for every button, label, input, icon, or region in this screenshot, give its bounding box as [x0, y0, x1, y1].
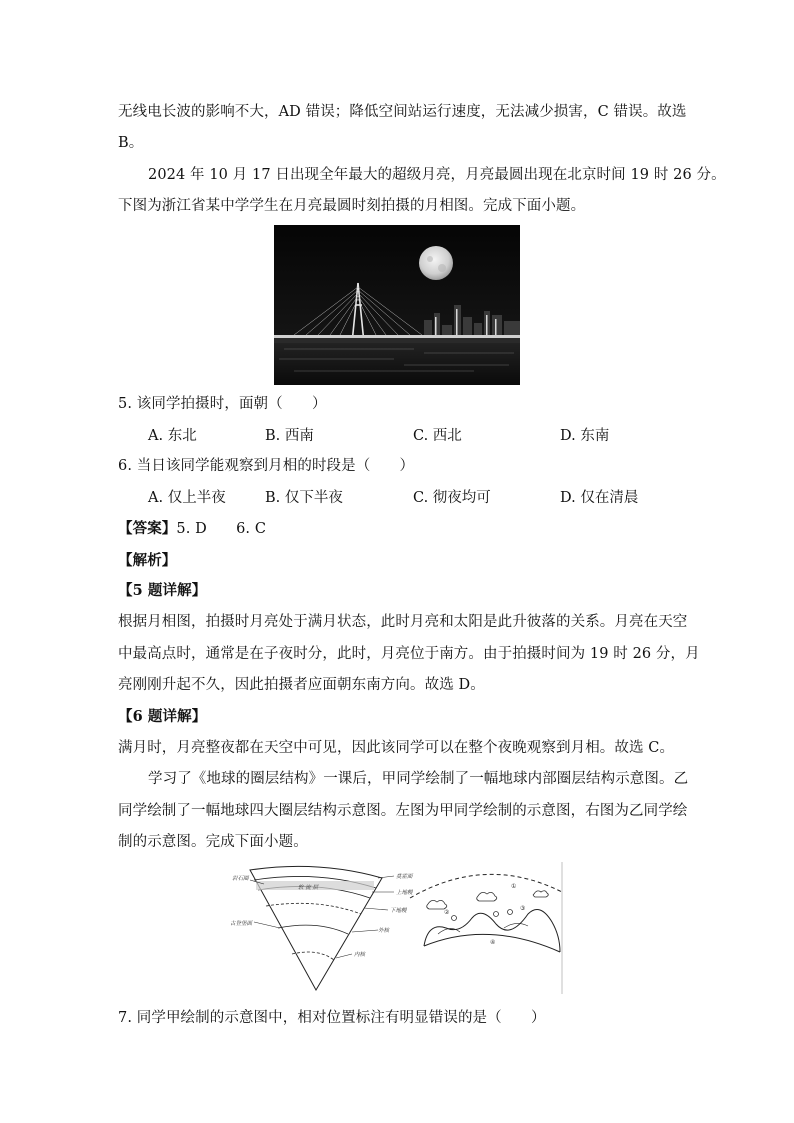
four-spheres-diagram	[410, 862, 562, 994]
paragraph-line: 同学绘制了一幅地球四大圈层结构示意图。左图为甲同学绘制的示意图，右图为乙同学绘	[118, 803, 688, 819]
q5-detail-line: 中最高点时，通常是在子夜时分，此时，月亮位于南方。由于拍摄时间为 19 时 26 分，月	[118, 646, 700, 662]
q6-option-c: C. 彻夜均可	[413, 490, 491, 506]
label-right-3: 下地幔	[390, 908, 407, 914]
answer-label: 【答案】	[118, 520, 177, 537]
earth-layers-figure	[228, 862, 566, 994]
q5-option-c: C. 西北	[413, 428, 462, 444]
q6-option-a: A. 仅上半夜	[148, 490, 226, 506]
q5-detail-label: 【5 题详解】	[118, 582, 207, 599]
label-top-left: 岩石圈	[232, 876, 249, 882]
paragraph-line: 2024 年 10 月 17 日出现全年最大的超级月亮，月亮最圆出现在北京时间 19 时 26 分。	[148, 167, 726, 183]
question-7-stem: 7. 同学甲绘制的示意图中，相对位置标注有明显错误的是（ ）	[118, 1010, 546, 1026]
sphere-label-1: ①	[511, 883, 517, 890]
paragraph-line: 学习了《地球的圈层结构》一课后，甲同学绘制了一幅地球内部圈层结构示意图。乙	[148, 771, 689, 787]
paragraph-line: 制的示意图。完成下面小题。	[118, 834, 308, 850]
q5-option-d: D. 东南	[560, 428, 610, 444]
moon-icon	[419, 246, 453, 280]
paragraph-line: 下图为浙江省某中学学生在月亮最圆时刻拍摄的月相图。完成下面小题。	[118, 198, 586, 214]
sphere-label-3: ③	[520, 905, 526, 912]
interior-sector-diagram	[250, 866, 394, 990]
question-5-stem: 5. 该同学拍摄时，面朝（ ）	[118, 396, 327, 412]
analysis-label: 【解析】	[118, 552, 177, 569]
q5-option-a: A. 东北	[148, 428, 197, 444]
q6-option-b: B. 仅下半夜	[265, 490, 343, 506]
question-6-stem: 6. 当日该同学能观察到月相的时段是（ ）	[118, 458, 415, 474]
label-right-5: 内核	[354, 952, 366, 958]
paragraph-line: 无线电长波的影响不大，AD 错误；降低空间站运行速度，无法减少损害，C 错误。故选	[118, 104, 687, 120]
answer-line	[118, 519, 266, 539]
q6-detail-line: 满月时，月亮整夜都在天空中可见，因此该同学可以在整个夜晚观察到月相。故选 C。	[118, 740, 675, 756]
label-mid-left: 古登堡面	[230, 921, 253, 927]
label-right-1: 莫霍面	[396, 874, 413, 880]
label-right-4: 外核	[378, 928, 390, 934]
moon-photo-figure	[274, 225, 520, 385]
sphere-label-4: ④	[490, 939, 496, 946]
q5-option-b: B. 西南	[265, 428, 314, 444]
q6-option-d: D. 仅在清晨	[560, 490, 639, 506]
label-crust-band: 软 流 层	[298, 885, 318, 891]
q6-detail-label: 【6 题详解】	[118, 708, 207, 725]
sphere-label-2: ②	[444, 909, 450, 916]
paragraph-line: B。	[118, 135, 144, 151]
label-right-2: 上地幔	[396, 890, 413, 896]
q5-detail-line: 根据月相图，拍摄时月亮处于满月状态，此时月亮和太阳是此升彼落的关系。月亮在天空	[118, 614, 688, 630]
q5-detail-line: 亮刚刚升起不久，因此拍摄者应面朝东南方向。故选 D。	[118, 677, 485, 693]
answer-text: 5. D 6. C	[176, 521, 267, 537]
